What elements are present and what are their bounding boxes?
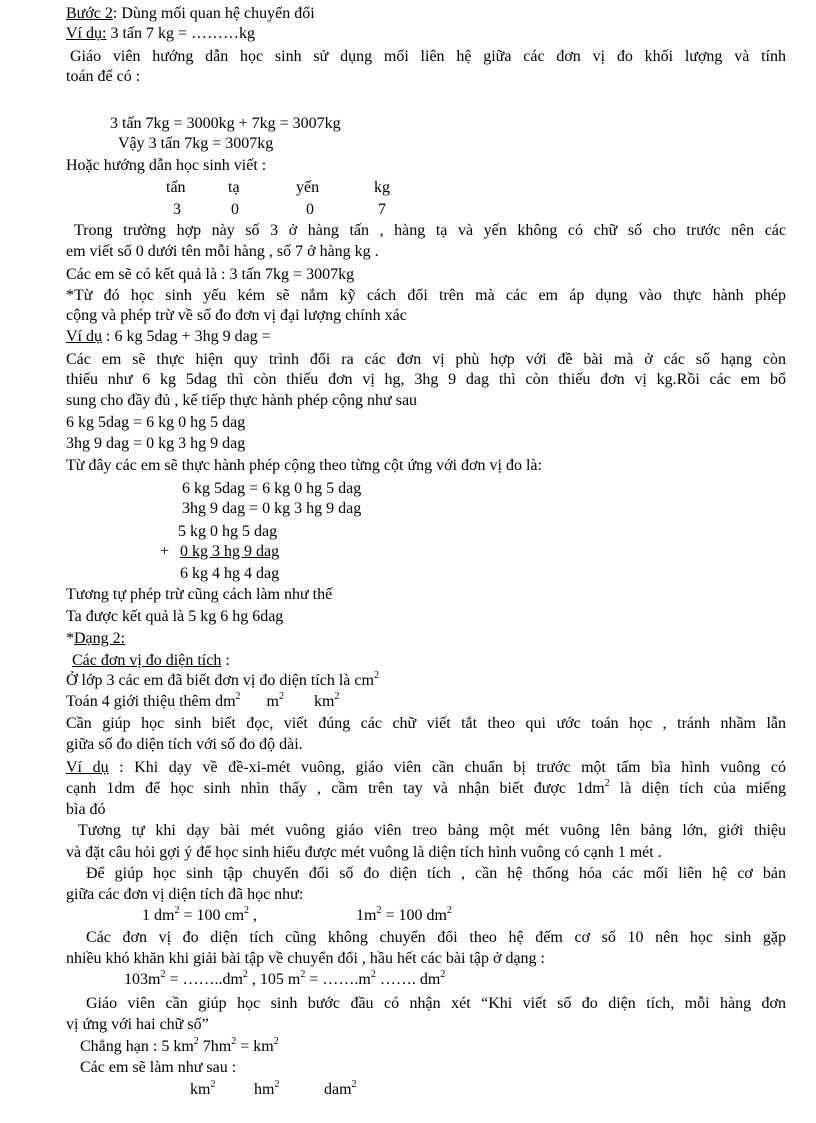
table-header xyxy=(254,1080,279,1100)
table-header: tấn xyxy=(166,179,186,196)
paragraph-line xyxy=(66,692,339,712)
unit-km: km xyxy=(314,693,335,710)
calc-line: 6 kg 5dag = 6 kg 0 hg 5 dag xyxy=(66,414,246,431)
header-text: dam xyxy=(324,1081,352,1098)
superscript: 2 xyxy=(231,1035,237,1047)
calc-result: Vậy 3 tấn 7kg = 3007kg xyxy=(118,135,274,152)
table-header: yến xyxy=(296,179,320,196)
header-text: hm xyxy=(254,1081,275,1098)
paragraph-line: sung cho đầy đủ , kế tiếp thực hành phép cộng như sau xyxy=(66,392,418,409)
superscript: 2 xyxy=(244,904,250,916)
superscript: 2 xyxy=(604,777,610,789)
example-3 xyxy=(66,758,786,778)
addition-term: 0 kg 3 hg 9 dag xyxy=(180,543,280,560)
paragraph-line: vị ứng với hai chữ số” xyxy=(66,1016,209,1033)
plus-sign: + xyxy=(160,543,170,560)
paragraph-line: nhiều khó khăn khi giải bài tập về chuyển đổi , hầu hết các bài tập ở dạng : xyxy=(66,950,545,967)
table-cell: 3 xyxy=(173,201,181,218)
line-text: 103m xyxy=(124,971,161,988)
superscript: 2 xyxy=(351,1078,357,1090)
paragraph-line: em viết số 0 dưới tên mỗi hàng , số 7 ở hàng kg . xyxy=(66,243,379,260)
table-header xyxy=(324,1080,357,1100)
example-label: Ví dụ xyxy=(66,759,109,776)
paragraph-line: Tương tự phép trừ cũng cách làm như thế xyxy=(66,586,333,603)
paragraph-line: Các em sẽ thực hiện quy trình đổi ra các đơn vị phù hợp với đề bài mà ở các số hạng còn xyxy=(66,351,786,368)
header-text: km xyxy=(190,1081,211,1098)
paragraph-line xyxy=(66,779,786,799)
superscript: 2 xyxy=(160,968,166,980)
paragraph-line: bìa đó xyxy=(66,801,106,818)
example-2 xyxy=(66,327,271,347)
superscript: 2 xyxy=(446,904,452,916)
line-text: Chẳng hạn : 5 km xyxy=(80,1038,194,1055)
paragraph-line: Tương tự khi dạy bài mét vuông giáo viên treo bảng một mét vuông lên bảng lớn, giới thiệu xyxy=(78,822,786,839)
calc-line: 6 kg 5dag = 6 kg 0 hg 5 dag xyxy=(182,480,362,497)
paragraph-line: Giáo viên cần giúp học sinh bước đầu có nhận xét “Khi viết số đo diện tích, mỗi hàng đơn xyxy=(86,995,786,1012)
superscript: 2 xyxy=(370,968,376,980)
superscript: 2 xyxy=(273,1035,279,1047)
addition-term: 5 kg 0 hg 5 dag xyxy=(178,523,278,540)
line-text: 1 dm xyxy=(142,907,175,924)
step-2-title: : Dùng mối quan hệ chuyển đổi xyxy=(112,5,315,22)
line-text: Toán 4 giới thiệu thêm dm xyxy=(66,693,236,710)
line-text: 7hm xyxy=(198,1038,232,1055)
example-text: 3 tấn 7 kg = ………kg xyxy=(106,25,256,42)
line-text: = …….m xyxy=(305,971,371,988)
heading-star: * xyxy=(66,630,74,647)
paragraph-line: Các em sẽ có kết quả là : 3 tấn 7kg = 3007kg xyxy=(66,266,355,283)
paragraph-line: giữa số đo diện tích với số đo độ dài. xyxy=(66,736,303,753)
superscript: 2 xyxy=(242,968,248,980)
superscript: 2 xyxy=(174,904,180,916)
table-cell: 0 xyxy=(231,201,239,218)
superscript: 2 xyxy=(193,1035,199,1047)
step-2-label: Bước 2 xyxy=(66,5,113,22)
superscript: 2 xyxy=(334,690,340,702)
conversion-dm-cm xyxy=(142,906,257,926)
line-text: , 105 m xyxy=(247,971,301,988)
paragraph-line: và đặt câu hỏi gợi ý để học sinh hiểu được mét vuông là diện tích hình vuông có cạnh 1 mét . xyxy=(66,844,662,861)
paragraph-line: Giáo viên hướng dẫn học sinh sử dụng mối liên hệ giữa các đơn vị đo khối lượng và tính xyxy=(70,48,786,65)
superscript: 2 xyxy=(300,968,306,980)
line-text: = 100 cm xyxy=(179,907,245,924)
example-1 xyxy=(66,24,255,44)
type-2-label: Dạng 2: xyxy=(74,630,126,647)
step-2-heading xyxy=(66,4,315,24)
superscript: 2 xyxy=(440,968,446,980)
line-text: = 100 dm xyxy=(381,907,447,924)
table-cell: 0 xyxy=(306,201,314,218)
superscript: 2 xyxy=(373,669,379,681)
paragraph-line: Hoặc hướng dẫn học sinh viết : xyxy=(66,157,267,174)
line-text: = ……..dm xyxy=(165,971,243,988)
paragraph-line xyxy=(66,671,379,691)
table-header: tạ xyxy=(228,179,240,196)
table-header xyxy=(190,1080,215,1100)
table-header: kg xyxy=(374,179,390,196)
heading-colon: : xyxy=(221,652,230,669)
example-line xyxy=(80,1037,279,1057)
paragraph-line: Các em sẽ làm như sau : xyxy=(80,1059,237,1076)
example-text: : 6 kg 5dag + 3hg 9 dag = xyxy=(102,328,271,345)
paragraph-line: Từ đây các em sẽ thực hành phép cộng theo từng cột ứng với đơn vị đo là: xyxy=(66,457,542,474)
line-text: ……. dm xyxy=(375,971,441,988)
example-label: Ví dụ: xyxy=(66,25,107,42)
example-text: : Khi dạy về đề-xi-mét vuông, giáo viên cần chuẩn bị trước một tấm bìa hình vuông có xyxy=(108,759,786,776)
superscript: 2 xyxy=(235,690,241,702)
calc-line: 3 tấn 7kg = 3000kg + 7kg = 3007kg xyxy=(110,115,341,132)
paragraph-line: toán để có : xyxy=(66,68,141,85)
line-text: = km xyxy=(236,1038,274,1055)
conversion-m-dm xyxy=(356,906,452,926)
exercise-line xyxy=(124,970,445,990)
type-2-heading xyxy=(66,629,125,649)
table-cell: 7 xyxy=(378,201,386,218)
superscript: 2 xyxy=(274,1078,280,1090)
calc-line: 3hg 9 dag = 0 kg 3 hg 9 dag xyxy=(182,500,362,517)
calc-line: 3hg 9 dag = 0 kg 3 hg 9 dag xyxy=(66,435,246,452)
area-units-label: Các đơn vị đo diện tích xyxy=(72,652,222,669)
unit-m: m xyxy=(266,693,279,710)
paragraph-line: Để giúp học sinh tập chuyển đổi số đo diện tích , cần hệ thống hóa các mối liên hệ cơ bản xyxy=(86,865,786,882)
separator: , xyxy=(249,907,258,924)
area-units-heading xyxy=(72,651,230,671)
paragraph-line: Các đơn vị đo diện tích cũng không chuyển đổi theo hệ đếm cơ số 10 nên học sinh gặp xyxy=(86,929,786,946)
superscript: 2 xyxy=(376,904,382,916)
paragraph-line: Cần giúp học sinh biết đọc, viết đúng các chữ viết tắt theo qui ước toán học , tránh nhầm lẫn xyxy=(66,715,786,732)
addition-result: 6 kg 4 hg 4 dag xyxy=(180,565,280,582)
line-text: 1m xyxy=(356,907,377,924)
paragraph-line: *Từ đó học sinh yếu kém sẽ nắm kỹ cách đổi trên mà các em áp dụng vào thực hành phép xyxy=(66,287,786,304)
paragraph-line: cộng và phép trừ về số đo đơn vị đại lượng chính xác xyxy=(66,307,407,324)
paragraph-line: thiếu như 6 kg 5dag thì còn thiếu đơn vị hg, 3hg 9 dag thì còn thiếu đơn vị kg.Rồi các em bổ xyxy=(66,371,786,388)
superscript: 2 xyxy=(279,690,284,702)
paragraph-line: Ta được kết quả là 5 kg 6 hg 6dag xyxy=(66,608,284,625)
example-label: Ví dụ xyxy=(66,328,102,345)
superscript: 2 xyxy=(210,1078,216,1090)
line-text: Ở lớp 3 các em đã biết đơn vị đo diện tích là cm xyxy=(66,672,374,689)
paragraph-line: giữa các đơn vị diện tích đã học như: xyxy=(66,886,304,903)
line-text: là diện tích của miếng xyxy=(609,780,787,797)
line-text: cạnh 1dm để học sinh nhìn thấy , cầm trên tay và nhận biết được 1dm xyxy=(66,780,605,797)
paragraph-line: Trong trường hợp này số 3 ở hàng tấn , hàng tạ và yến không có chữ số cho trước nên các xyxy=(74,222,786,239)
